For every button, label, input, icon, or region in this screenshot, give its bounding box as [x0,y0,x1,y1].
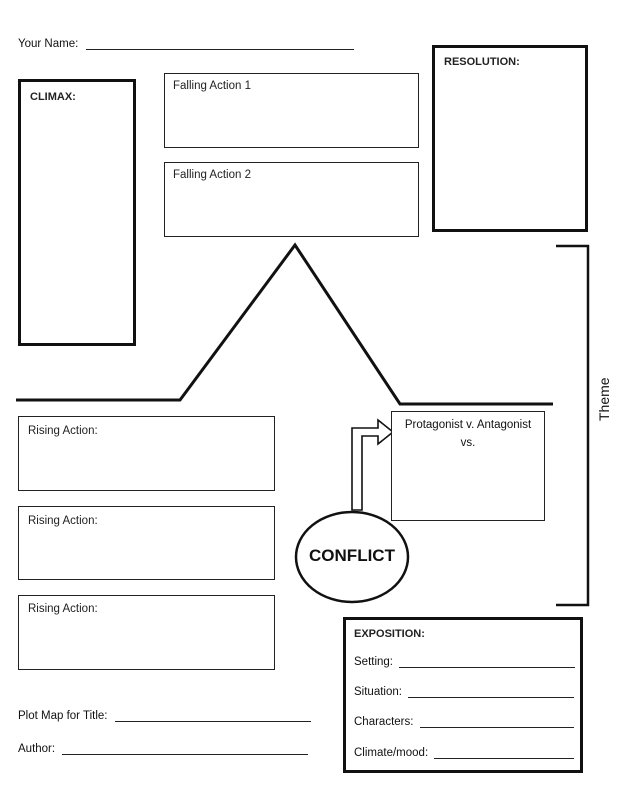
conflict-arrow-icon [352,420,393,510]
vs-label: vs. [460,437,476,449]
rising-action-3-label: Rising Action: [28,603,98,615]
rising-action-1-box[interactable] [18,416,275,491]
setting-line[interactable] [399,667,575,668]
plot-map-title-line[interactable] [115,721,311,722]
characters-line[interactable] [420,727,574,728]
exposition-label: EXPOSITION: [354,628,425,640]
exposition-box[interactable] [343,617,583,773]
protagonist-antagonist-box[interactable] [391,411,545,521]
climax-label: CLIMAX: [30,91,76,103]
characters-field[interactable] [354,716,574,728]
rising-action-1-label: Rising Action: [28,425,98,437]
author-line[interactable] [62,754,308,755]
plot-map-title-field[interactable] [18,710,311,722]
falling-action-2-label: Falling Action 2 [173,169,251,181]
falling-action-1-label: Falling Action 1 [173,80,251,92]
author-label: Author: [18,743,56,755]
setting-label: Setting: [354,656,393,668]
climate-mood-label: Climate/mood: [354,747,429,759]
rising-action-2-label: Rising Action: [28,515,98,527]
author-field[interactable] [18,743,308,755]
situation-field[interactable] [354,686,574,698]
situation-line[interactable] [408,697,574,698]
theme-label: Theme [596,377,612,421]
theme-bracket [556,246,588,605]
situation-label: Situation: [354,686,402,698]
setting-field[interactable] [354,656,575,668]
protagonist-antagonist-label: Protagonist v. Antagonist [404,419,532,431]
climate-mood-field[interactable] [354,747,574,759]
conflict-label: CONFLICT [309,546,395,565]
climate-mood-line[interactable] [434,758,574,759]
plot-line [16,245,553,404]
resolution-label: RESOLUTION: [444,56,520,68]
rising-action-3-box[interactable] [18,595,275,670]
plot-map-title-label: Plot Map for Title: [18,710,108,722]
your-name-label: Your Name: [18,38,79,50]
characters-label: Characters: [354,716,414,728]
rising-action-2-box[interactable] [18,506,275,580]
